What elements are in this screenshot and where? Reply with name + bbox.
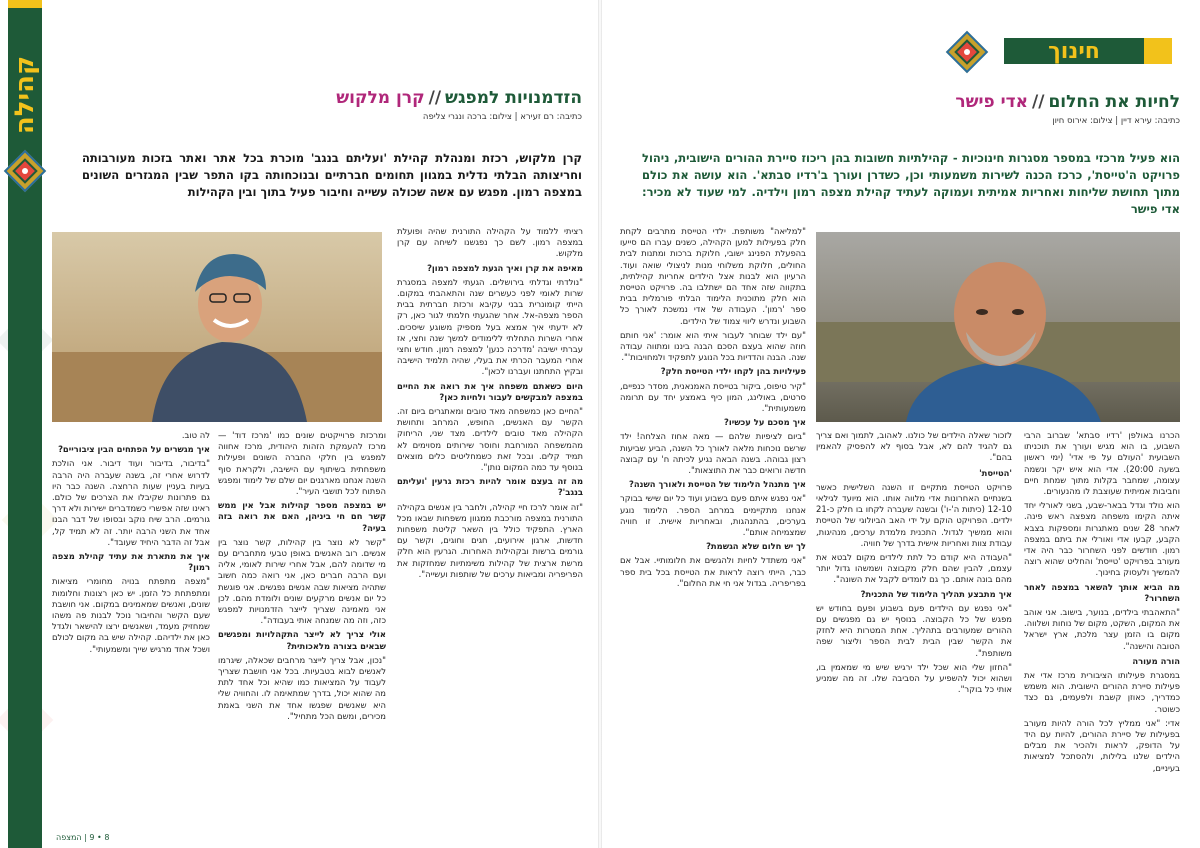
- ornament-icon: [946, 31, 988, 73]
- right-column-3: [620, 226, 806, 826]
- left-lead-paragraph: קרן מלקוש, רכזת ומנהלת קהילת 'ועליתם בנגב' מוכרת בכל אתר ואתר בזכות מעורבותה וחריצותה הבלתי נדלית במגוון תחומים חברתיים ובנוכחותה בקו התפר שבין המגזרים השונים במצפה רמון. מפגש עם אשה שכולה עשייה וחיבור פעיל בתוך ובין הקהילות: [82, 151, 582, 199]
- question: פעילויות בהן לקחו ילדי הטייסת חלק?: [660, 366, 806, 377]
- vertical-tab-label-wrap: [8, 55, 42, 135]
- paragraph: "אני משתדל לחיות ולהגשים את חלומותיי. אבל אם כבר, הייתי רוצה לראות את הטייסת בכל בית ספר בפריפריה. בגדול אני חי את החלום".: [620, 555, 806, 588]
- paragraph: "החיים כאן כמשפחה מאד טובים ומאתגרים ביום זה. הקשר עם האנשים, החופש, המרחב ותחושת הקהילה מאד טובים לילדים. מצד שני, הריחוק מהמשפחה המורחבת וחוסר שירותים מסוימים לא תמיד קלים. ובכל זאת כשמחליטים כלים מוצאים בנוסף עד כמה המקום נותן".: [397, 406, 583, 473]
- question: איך מגשרים על הפתחים הבין ציבוריים?: [58, 444, 210, 455]
- section-tab-label: חינוך: [1004, 38, 1144, 64]
- photo-keren-image: [52, 232, 382, 422]
- right-column-1: [1024, 430, 1180, 826]
- vertical-tab-label: קהילה: [9, 55, 40, 135]
- paragraph: "התאהבתי בילדים, בנוער, בישוב. אני אוהב את המקום, השקט, מקום של נוחות ושלווה. מקום בו הזמן עצר מלכת, ארץ ישראל הטובה והישנה".: [1024, 607, 1180, 651]
- photo-adi-image: [816, 232, 1180, 422]
- left-column-3: [52, 430, 210, 826]
- paragraph: "החזון שלי הוא שכל ילד ירגיש שיש מי שמאמין בו, ושהוא יכול להשפיע על הסביבה שלו. זה מה שמניע אותי כל בוקר".: [816, 661, 1012, 695]
- question: היום כשאתם משפחה איך את רואה את החיים במצפה למבקשים לעבור ולחיות כאן?: [397, 380, 583, 402]
- question: איך מתנהל הלימוד של הטייסת ולאורך השנה?: [629, 479, 806, 490]
- section-tab-education: [982, 30, 1172, 74]
- tab-stripe: [8, 0, 42, 8]
- photo-keren: [52, 232, 382, 422]
- paragraph: רציתי ללמוד על הקהילה התורנית שהיה ופועלת במצפה רמון. לשם כך נפגשנו לשיחה עם קרן מלקוש.: [397, 226, 583, 259]
- left-headline-title: הזדמנויות למפגש: [445, 88, 582, 108]
- question: אולי צריך לא לייצר התקהלויות ומפגשים שבאים בצורה מלאכותית?: [218, 629, 386, 651]
- question: איך מתבצע תהליך הלימוד של התכנית?: [860, 588, 1012, 599]
- question: יש במצפה מספר קהילות אבל אין ממש קשר חם חי ביניהן, האם את רואה בזה בעיה?: [218, 500, 386, 533]
- right-column-2: [816, 430, 1012, 826]
- paragraph: הכרנו באולפן 'רדיו סבתא' שברוב הרבי השבוע, בו הוא מגיש ועורך את תוכניתו השבועית 'העולם על פי אדי' (ימי ראשון בשעה 20:00). אדי הוא איש יקר ונשמה עצומה, שמחבר בקלות מתוך שמחת חיים וחביבות אמיתית שעוצבת לו מהנעורים.: [1024, 430, 1180, 497]
- paragraph: אדי: "אני ממליץ לכל הורה להיות מעורב בפעילות של סיירת ההורים, להיות עם היד על הדופק, לראות ולהכיר את מבלים הילדים שלנו בלילות, ולהסתכל למציאות בעיניים,: [1024, 717, 1180, 773]
- paragraph: במסגרת פעילותו הציבורית מרכז אדי את פעילות סיירת ההורים הישובית. הוא משמש כמדריך, כאוזן קשבת ולפעמים, גם כצד כשוטר.: [1024, 670, 1180, 714]
- paragraph: ומרכזת פרוייקטים שונים כמו 'מרכז דוד' — מרכז להעמקת הזהות היהודית, מרכז אחווה למפגש בין חלקי החברה השונים ופעילות משפחתית בשיתוף עם הישיבה, ולקראת סוף השנה אנחנו מארגנים יום שלם של לימוד ומפגש הפתוח לכל תושבי העיר".: [218, 430, 386, 497]
- paragraph: "עם ילד שבוחר לעבור איתי הוא אומר: 'אני חותם חוזה שהוא בעצם הסכם הבנה ביננו ומתווה עבודה שנה. הבנה והדדיות בכל הנוגע לתפקיד ולמחויבות'".: [620, 329, 806, 363]
- question: איך את מתארת את עתיד קהילת מצפה רמון?: [52, 551, 210, 573]
- paragraph: הוא נולד וגדל בבאר-שבע, בשני לאורלי יחד איתה הקימו משפחה מצפצה ראש פינה. לאחר 28 שנים מאתגרות ומספקות בצבא הקבע, קבעו אדי ואורלי את ביתם במצפה רמון. חודשים לפני השחרור כבר היה אדי מעורב בפרויקט 'טייסת' והחליט שהוא רוצה להמשיך ולעסוק בחינוך.: [1024, 500, 1180, 578]
- paragraph: "נולדתי וגדלתי בירושלים. הגעתי למצפה במסגרת שרות לאומי לפני כעשרים שנה והתאהבתי במקום. הייתי קומונרית בבני עקיבא ורכזת חברתית בבית הספר מצפה-אל. אחר שהגעתי חלמתי לגור כאן, רק לא ידעתי איך אמצא בעל מספיק משוגע שיסכים. אחרי השרות התחלתי ללימודים למשך שנה וחצי, אז עברתי ישיבה 'מדרכה כנען' למצפה רמון. חודש וחצי אחרי המעבר הכרתי את בעלי, שהיה תלמיד הישיבה ובקיץ התחתנו ועברנו לכאן".: [397, 276, 583, 377]
- left-column-2: [218, 430, 386, 826]
- question: מה זה בעצם אומר להיות רכזת גרעין 'ועליתם בנגב'?: [397, 476, 583, 498]
- photo-adi: [816, 232, 1180, 422]
- section-tab-accent: [1144, 38, 1172, 64]
- question: מה הביא אותך להשאר במצפה לאחר השחרור?: [1024, 581, 1180, 603]
- question: מאיפה את קרן ואיך הגעת למצפה רמון?: [427, 262, 583, 273]
- right-headline: [955, 92, 1180, 112]
- paragraph: לזכור שאלה הילדים של כולנו. לאהוב, לתמוך ואם צריך גם להגיד להם לא, אבל בסוף לא להפסיק להאמין בהם".: [816, 430, 1012, 463]
- ornament-icon: [4, 150, 46, 192]
- page-footer: 8 • 9 | המצפה: [56, 833, 110, 842]
- paragraph: פרויקט הטייסת מתקיים זו השנה השלישית כאשר בשנתיים האחרונות אדי מלווה אותו. הוא מיועד לגילאי 12-10 (כיתות ה'-ו') ובשנה שעברה לקחו בו חלק כ-21 ילדים. הפרויקט הוקם על ידי האב הביולוגי של הטייסת והוא ממשיך לגדול. התכנית מלמדת ערכים, מנהיגות, עבודת צוות ואחריות אישית בדרך של חוויה.: [816, 481, 1012, 548]
- right-headline-title: לחיות את החלום: [1048, 92, 1180, 112]
- subheading: הורה מעורה: [1132, 655, 1180, 666]
- right-lead-paragraph: הוא פעיל מרכזי במספר מסגרות חינוכיות - קהילתיות חשובות בהן ריכוז סיירת ההורים הישובית, ניהול פרויקט ה'טייסת', כרכז הכנה לשירות משמעותי וכן, כשדרן ועורך ב'רדיו סבתא'. הוא עושה את כולם מתוך תחושת שליחות ואחריות אמיתית ועמוקה לעתיד קהילת מצפה רמון וילדיה. למי שעוד לא מכיר: אדי פישר: [642, 151, 1180, 216]
- paragraph: לה טוב.: [181, 430, 210, 440]
- right-byline: כתיבה: עירא דיין | צילום: אירוס חיון: [1052, 116, 1180, 126]
- left-headline-author: קרן מלקוש: [336, 88, 425, 108]
- paragraph: "למליאה" משותפת. ילדי הטייסת מתרבים לקחת חלק בפעילות למען הקהילה, כשנים עברו הם סייעו בהפעלת הפנינג ישובי, חלוקת ברכות ומתנות לבית החולים, חלוקת משלוחי מנות לניצולי שואה ועוד. הרעיון הוא לבנות אצל הילדים אחריות קהילתית, בתקווה שזה אחד הם ישתלבו בה. פרויקט הטייסת הוא חלק מתוכנית הלימוד הבלתי פורמלית בבית ספר 'רמון'. העבודה של אדי נמשכת לאורך כל השבוע ונדרש ליווי צמוד של הילדים.: [620, 226, 806, 326]
- paragraph: "מצפה מתפתח בנויה מחומרי מציאות ומתפתחת כל הזמן. יש כאן רצונות וחלומות שונים, ואנשים שמאמינים במקום. אני חושבת שעם הקשר והחיבור נוכל לבנות פה משהו שמחזיק מעמד, ושאנשים ירצו להישאר ולגדל כאן את ילדיהם. קהילה שיש בה מקום לכולם ושכל אחד מרגיש שייך ומשמעותי".: [52, 576, 210, 654]
- left-headline: [336, 88, 582, 108]
- right-headline-author: אדי פישר: [955, 92, 1029, 112]
- paragraph: "נכון, אבל צריך לייצר מרחבים שכאלה, שיגרמו לאנשים לבוא בטבעיות. בכל אני חושבת שצריך לעבוד על המציאות כמו שהיא וכל אחד לתת מה שהוא יכול, בדרך שמתאימה לו. והחוויה שלי היא שאנשים שפגשו אחד את השני באמת מכירים, ומשם הכל מתחיל".: [218, 654, 386, 721]
- paragraph: "העבודה היא קודם כל לתת לילדים מקום לבטא את עצמם, להבין שהם חלק מקבוצה ושמשהו גדול יותר מהם בונה אותם. כך גם לומדים לקבל את השונה".: [816, 552, 1012, 585]
- paragraph: "ביום לציפיות שלהם — מאה אחוז הצלחה! ילד שרשם נוכחות מלאה לאורך כל השנה, הביע שביעות רצון גבוהה. בשנה הבאה נגיע לכיתה ח' עם קבוצה חדשה ורואים כבר את התוצאות".: [620, 431, 806, 476]
- paragraph: "בדיבור, בדיבור ועוד דיבור. אני הולכת לדרוש אחרי זה, בשנה שעברה היה הרבה בעיות בעניין שעות הרחצה. השנה כבר היו גם פתרונות שקיבלו את הצרכים של כולם. ראינו שזה אפשרי כשמדברים ישירות ולא דרך גורמים. הרב שיח נוקב ובסופו של דבר הבנו אחד את השני הרבה יותר. זה לא תמיד קל, אבל זה הדבר היחיד שעובד".: [52, 458, 210, 547]
- paragraph: "קשר לא נוצר בין קהילות, קשר נוצר בין אנשים. רוב האנשים באופן טבעי מתחברים עם מי שדומה להם, אבל אחרי שירות לאומי, אליה ועם הרבה חברים כאן, אני רואה כמה חשוב שתהיה מציאות שבה אנשים נפגשים. אני פוגשת כל יום אנשים מרקעים שונים ולומדת מהם. לכן אני מאמינה שצריך לייצר הזדמנויות למפגש כזה, וזה מה שמנחה אותי בעבודה".: [218, 536, 386, 626]
- subheading: 'הטייסת': [979, 467, 1012, 478]
- left-column-1: [397, 226, 583, 826]
- right-headline-separator: //: [1032, 92, 1045, 112]
- paragraph: "קיר טיפוס, ביקור בטייסת האמנאנית, מסדר כנפיים, סרטים, באולינג, המון כיף באמצע יחד עם תרומה משמעותית".: [620, 380, 806, 414]
- paragraph: "אני נפגש עם הילדים פעם בשבוע ופעם בחודש יש מפגש של כל הקבוצה. בנוסף יש גם מפגשים עם ההורים שמעורבים בתהליך. אחת המטרות היא לחזק את הקשר שבין הבית לבית הספר וליצור שפה משותפת".: [816, 602, 1012, 658]
- left-byline: כתיבה: רם זעירא | צילום: ברכה ונגרי צליפה: [422, 112, 582, 122]
- question: איך מסכם על עכשיו?: [724, 417, 806, 428]
- paragraph: "זה אומר לרכז חיי קהילה, ולחבר בין אנשים בקהילה התורנית במצפה מורכבת ממגוון משפחות שבאו מכל הארץ. התפקיד כולל בין השאר קליטת משפחות חדשות, ארגון אירועים, חגים וחוגים, וקשר עם גורמים ברשות ובקהילות האחרות. הגרעין הוא חלק מרשת ארצית של קהילות משימתיות שמחזקות את הפריפריה ומביאות ערכים של שותפות ועשייה".: [397, 501, 583, 579]
- left-headline-separator: //: [428, 88, 442, 108]
- question: לך יש חלום שלא הגשמת?: [706, 541, 806, 552]
- paragraph: "אני נפגש איתם פעם בשבוע ועוד כל יום שישי בבוקר אנחנו מתקיימים במרחב הספר. הלימוד נוגע בערכים, בהתנהגות, ובאחריות אישית. זו חוויה שמצמיחה אותם".: [620, 493, 806, 538]
- right-page: [600, 0, 1200, 848]
